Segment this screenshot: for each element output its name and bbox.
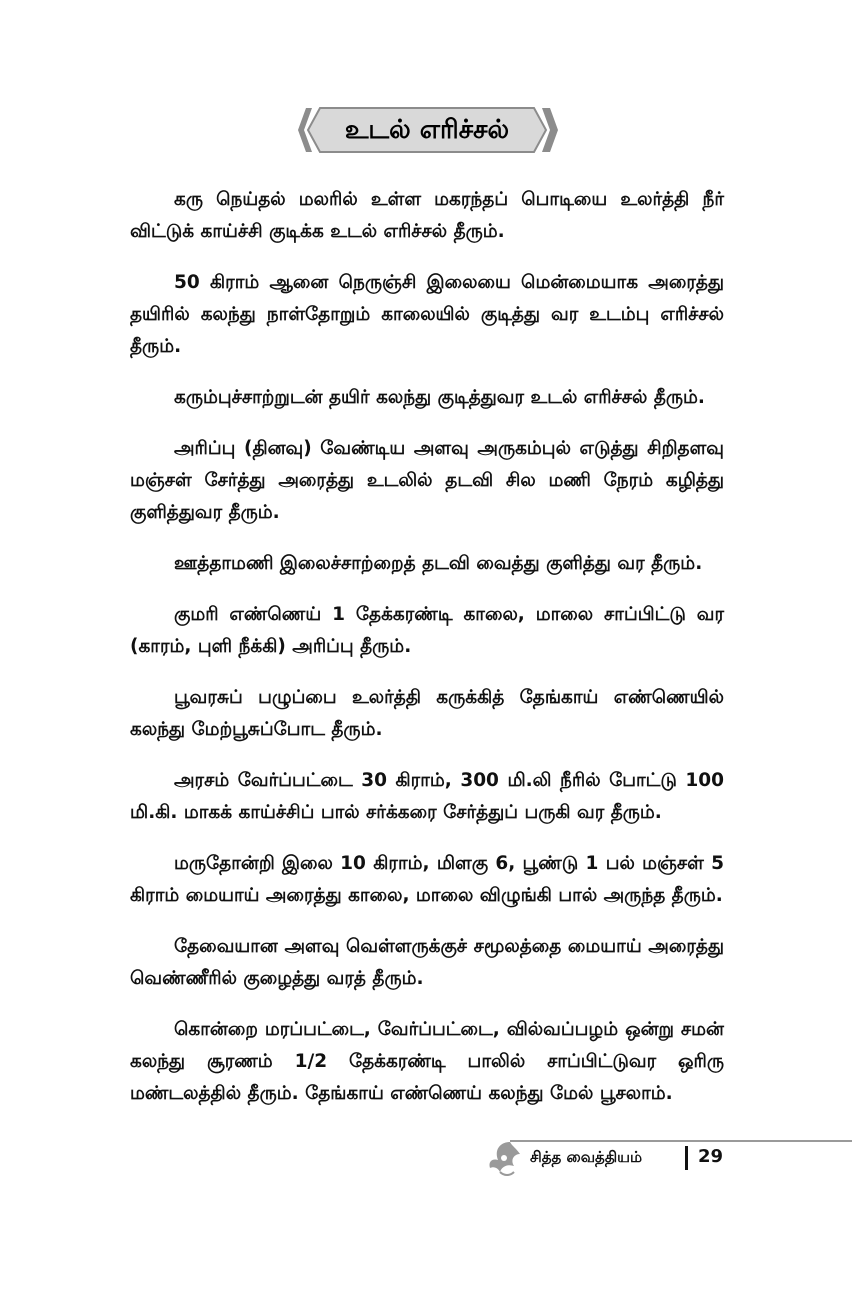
remedy-paragraph: 50 கிராம் ஆனை நெருஞ்சி இலையை மென்மையாக அரைத்து தயிரில் கலந்து நாள்தோறும் காலையில் குடித்து வர உடம்பு எரிச்சல் தீரும்.: [130, 272, 724, 357]
remedy-paragraph: தேவையான அளவு வெள்ளருக்குச் சமூலத்தை மையாய் அரைத்து வெண்ணீரில் குழைத்து வரத் தீரும்.: [130, 936, 724, 989]
remedy-paragraph: கரு நெய்தல் மலரில் உள்ள மகரந்தப் பொடியை உலர்த்தி நீர் விட்டுக் காய்ச்சி குடிக்க உடல் எரிச்சல் தீரும்.: [130, 189, 724, 242]
remedy-list: [130, 184, 724, 1129]
remedy-paragraph: ஊத்தாமணி இலைச்சாற்றைத் தடவி வைத்து குளித்து வர தீரும்.: [174, 553, 703, 574]
footer-separator: [685, 1146, 688, 1170]
page-title: உடல் எரிச்சல்: [344, 115, 510, 145]
page-number: 29: [698, 1146, 724, 1167]
page-footer: [480, 1136, 852, 1180]
book-title: சித்த வைத்தியம்: [530, 1148, 643, 1166]
remedy-paragraph: மருதோன்றி இலை 10 கிராம், மிளகு 6, பூண்டு 1 பல் மஞ்சள் 5 கிராம் மையாய் அரைத்து காலை, மாலை விழுங்கி பால் அருந்த தீரும்.: [130, 853, 724, 906]
remedy-paragraph: கரும்புச்சாற்றுடன் தயிர் கலந்து குடித்துவர உடல் எரிச்சல் தீரும்.: [174, 387, 705, 408]
chapter-title-banner: [296, 104, 558, 156]
remedy-paragraph: அரசம் வேர்ப்பட்டை 30 கிராம், 300 மி.லி நீரில் போட்டு 100 மி.கி. மாகக் காய்ச்சிப் பால் சர்க்கரை சேர்த்துப் பருகி வர தீரும்.: [130, 770, 724, 823]
remedy-paragraph: குமரி எண்ணெய் 1 தேக்கரண்டி காலை, மாலை சாப்பிட்டு வர (காரம், புளி நீக்கி) அரிப்பு தீரும்.: [130, 604, 724, 657]
footer-rule: [510, 1140, 852, 1142]
remedy-paragraph: கொன்றை மரப்பட்டை, வேர்ப்பட்டை, வில்வப்பழம் ஒன்று சமன் கலந்து சூரணம் 1/2 தேக்கரண்டி பாலில் சாப்பிட்டுவர ஒரிரு மண்டலத்தில் தீரும். தேங்காய் எண்ணெய் கலந்து மேல் பூசலாம்.: [130, 1019, 724, 1104]
leaf-flourish-icon: [480, 1136, 528, 1180]
remedy-paragraph: பூவரசுப் பழுப்பை உலர்த்தி கருக்கித் தேங்காய் எண்ணெயில் கலந்து மேற்பூசுப்போட தீரும்.: [130, 687, 724, 740]
remedy-paragraph: அரிப்பு (தினவு) வேண்டிய அளவு அருகம்புல் எடுத்து சிறிதளவு மஞ்சள் சேர்த்து அரைத்து உடலில் தடவி சில மணி நேரம் கழித்து குளித்துவர தீரும்.: [130, 438, 724, 523]
